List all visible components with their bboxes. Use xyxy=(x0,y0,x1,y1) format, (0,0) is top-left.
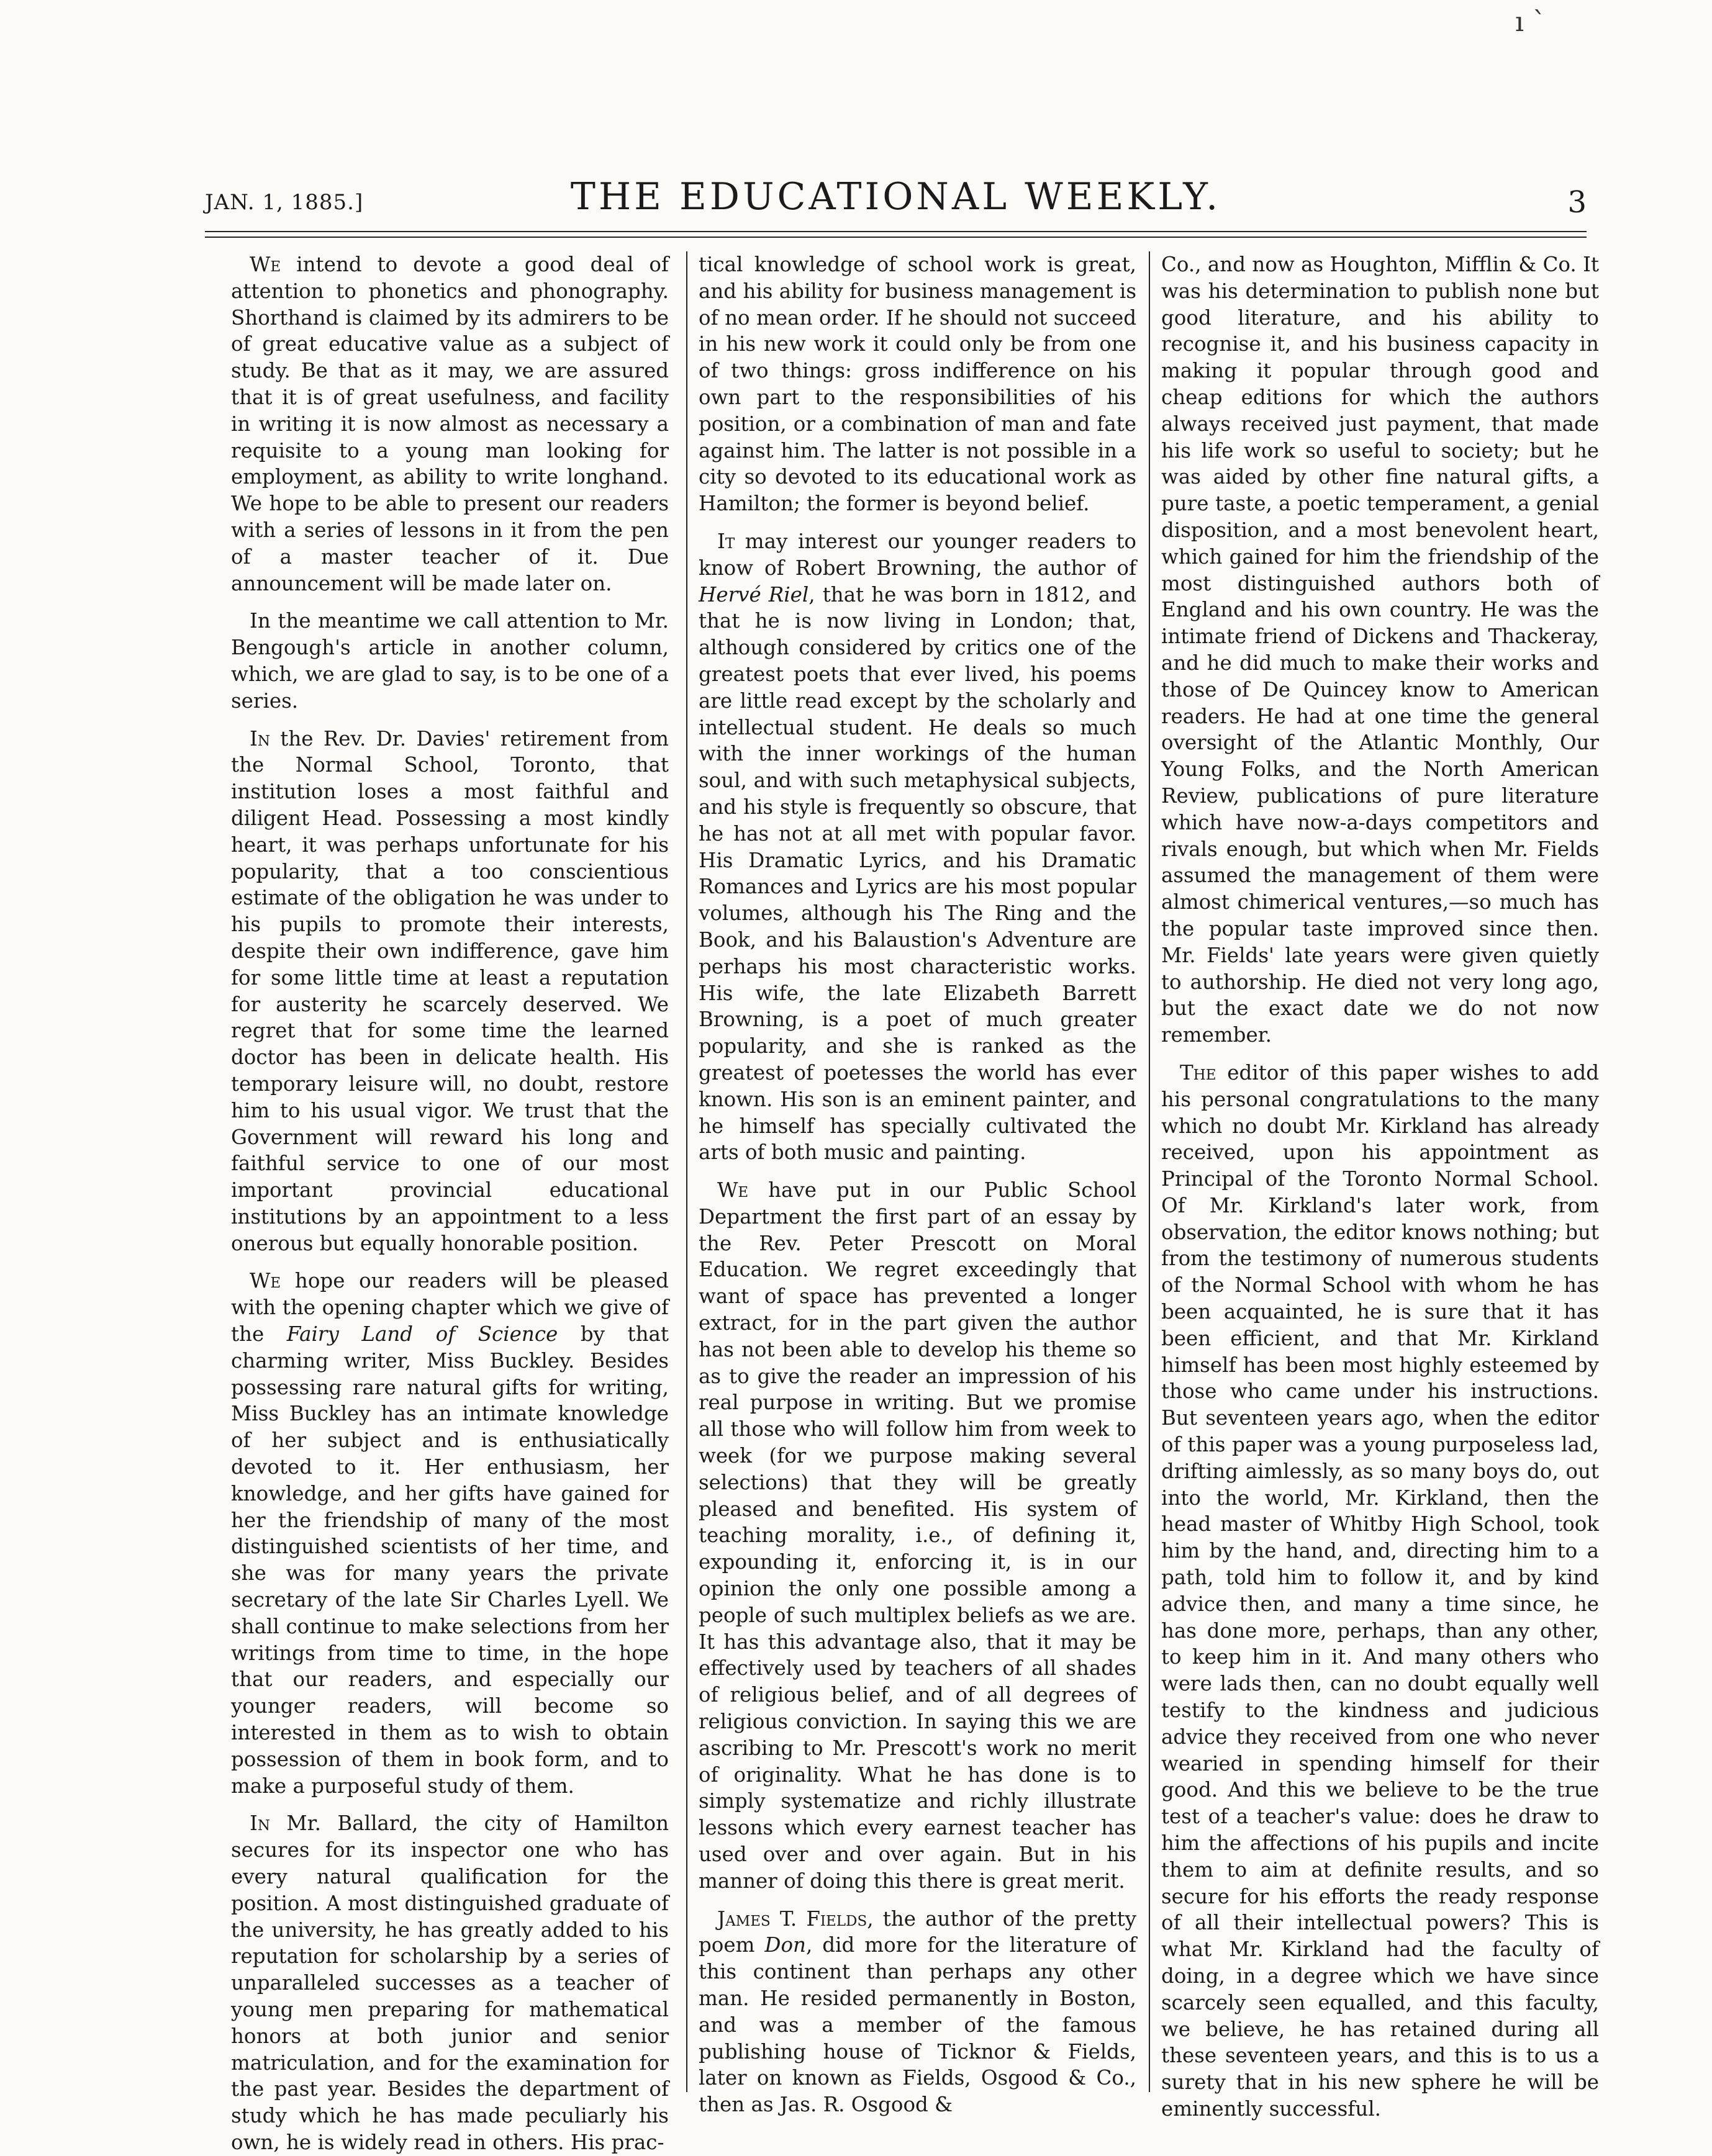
article-paragraph xyxy=(1161,1060,1599,2122)
article-paragraph xyxy=(699,528,1136,1166)
corner-mark: ı ` xyxy=(1515,6,1547,38)
paragraph-text: , that he was born in 1812, and that he is now living in London; that, although considered by critics one of the greatest poets that ever lived, his poems are little read except by the scholarly and intellectual student. He deals so much with the inner workings of the human soul, and with such metaphysical subjects, and his style is frequently so obscure, that he has not at all met with popular favor. His Dramatic Lyrics, and his Dramatic Romances and Lyrics are his most popular volumes, although his The Ring and the Book, and his Balaustion's Adventure are perhaps his most characteristic works. His wife, the late Elizabeth Barrett Browning, is a poet of much greater popularity, and she is ranked as the greatest of poetesses the world has ever known. His son is an eminent painter, and he himself has specially cultivated the arts of both music and painting. xyxy=(699,582,1137,1165)
paragraph-lead-word: We xyxy=(717,1178,749,1202)
paragraph-lead-word: We xyxy=(250,1269,281,1293)
paragraph-lead-word: In xyxy=(250,726,270,751)
paragraph-text: may interest our younger readers to know of Robert Browning, the author of xyxy=(699,529,1136,580)
column-divider xyxy=(1149,251,1150,2092)
paragraph-text: editor of this paper wishes to add his personal congratulations to the many which no doubt Mr. Kirkland has already received, upon his appointment as Principal of the Toronto Normal School. Of Mr. Kirkland's later work, from observation, the editor knows nothing; but from the testimony of numerous students of the Normal School with whom he has been acquainted, he is sure that it has been efficient, and that Mr. Kirkland himself has been most highly esteemed by those who came under his instructions. But seventeen years ago, when the editor of this paper was a young purposeless lad, drifting aimlessly, as so many boys do, out into the world, Mr. Kirkland, then the head master of Whitby High School, took him by the hand, and, directing him to a path, told him to follow it, and by kind advice then, and many a time since, he has done more, perhaps, than any other, to keep him in it. And many others who were lads then, can no doubt equally well testify to the kindness and judicious advice they received from one who never wearied in spending himself for their good. And this we believe to be the true test of a teacher's value: does he draw to him the affections of his pupils and incite them to aim at definite results, and so secure for his efforts the ready response of all their intellectual powers? This is what Mr. Kirkland had the faculty of doing, in a degree which we have since scarcely seen equalled, and this faculty, we believe, he has retained during all these seventeen years, and this is to us a surety that in his new sphere he will be eminently successful. xyxy=(1161,1060,1599,2121)
article-paragraph xyxy=(699,251,1136,517)
article-paragraph xyxy=(231,251,669,597)
paragraph-lead-word: James T. Fields xyxy=(717,1906,867,1931)
article-paragraph xyxy=(1161,251,1599,1049)
paragraph-text: by that charming writer, Miss Buckley. Besides possessing rare natural gifts for writing, Miss Buckley has an intimate knowledge of her subject and is enthusiatically devoted to it. Her enthusiasm, her knowledge, and her gifts have gained for her the friendship of many of the most distinguished scientists of her time, and she was for many years the private secretary of the late Sir Charles Lyell. We shall continue to make selections from her writings from time to time, in the hope that our readers, and especially our younger readers, will become so interested in them as to wish to obtain possession of them in book form, and to make a purposeful study of them. xyxy=(231,1322,669,1798)
article-paragraph xyxy=(231,726,669,1257)
masthead-title: THE EDUCATIONAL WEEKLY. xyxy=(570,175,1221,219)
paragraph-lead-word: It xyxy=(717,529,735,553)
paragraph-text: Co., and now as Houghton, Mifflin & Co. It was his determination to publish none but good literature, and his ability to recognise it, and his business capacity in making it popular through good and cheap editions for which the authors always received just payment, that made his life work so useful to society; but he was aided by other fine natural gifts, a pure taste, a poetic temperament, a genial disposition, and a most benevolent heart, which gained for him the friendship of the most distinguished authors both of England and his own country. He was the intimate friend of Dickens and Thackeray, and he did much to make their works and those of De Quincey know to American readers. He had at one time the general oversight of the Atlantic Monthly, Our Young Folks, and the North American Review, publications of pure literature which have now-a-days competitors and rivals enough, but which when Mr. Fields assumed the management of them were almost chimerical ventures,—so much has the popular taste improved since then. Mr. Fields' late years were given quietly to authorship. He died not very long ago, but the exact date we do not now remember. xyxy=(1161,253,1599,1047)
column-left xyxy=(231,251,669,2154)
paragraph-text: , did more for the literature of this continent than perhaps any other man. He resided permanently in Boston, and was a member of the famous publishing house of Ticknor & Fields, later on known as Fields, Osgood & Co., then as Jas. R. Osgood & xyxy=(699,1933,1136,2117)
column-right xyxy=(1161,251,1599,2121)
column-divider xyxy=(686,251,687,2092)
paragraph-lead-word: We xyxy=(250,253,281,276)
paragraph-text: tical knowledge of school work is great, and his ability for business management is of no mean order. If he should not succeed in his new work it could only be from one of two things: gross indifference on his own part to the responsibilities of his position, or a combination of man and fate against him. The latter is not possible in a city so devoted to its educational work as Hamilton; the former is beyond belief. xyxy=(699,253,1137,516)
page-header xyxy=(205,174,1587,223)
italic-title: Don xyxy=(764,1933,806,1957)
article-paragraph xyxy=(231,1268,669,1799)
page-number: 3 xyxy=(1567,185,1587,220)
paragraph-text: hope our readers will be pleased with the opening chapter which we give of the xyxy=(231,1269,669,1346)
paragraph-text: , the author of the pretty poem xyxy=(699,1906,1136,1957)
article-paragraph xyxy=(699,1177,1136,1895)
paragraph-text: the Rev. Dr. Davies' retirement from the Normal School, Toronto, that institution loses a most faithful and diligent Head. Possessing a most kindly heart, it was perhaps unfortunate for his popularity, that a too conscientious estimate of the obligation he was under to his pupils to promote their interests, despite their own indifference, gave him for some little time at least a reputation for austerity he scarcely deserved. We regret that for some time the learned doctor has been in delicate health. His temporary leisure will, no doubt, restore him to his usual vigor. We trust that the Government will reward his long and faithful service to one of our most important provincial educational institutions by an appointment to a less onerous but equally honorable position. xyxy=(231,726,669,1255)
italic-title: Hervé Riel xyxy=(699,582,809,607)
header-rule-bottom xyxy=(205,237,1587,238)
issue-date: JAN. 1, 1885.] xyxy=(205,190,364,215)
paragraph-text: Mr. Ballard, the city of Hamilton secures for its inspector one who has every natural qualification for the position. A most distinguished graduate of the university, he has greatly added to his reputation for scholarship by a series of unparalleled successes as a teacher of young men preparing for mathematical honors at both junior and senior matriculation, and for the examination for the past year. Besides the department of study which he has made peculiarly his own, he is widely read in others. His prac- xyxy=(231,1811,669,2154)
article-paragraph xyxy=(699,1906,1136,2118)
paragraph-lead-word: In xyxy=(250,1811,270,1836)
paragraph-text: have put in our Public School Department the first part of an essay by the Rev. Peter Prescott on Moral Education. We regret exceedingly that want of space has prevented a longer extract, for in the part given the author has not been able to develop his theme so as to give the reader an impression of his real purpose in writing. But we promise all those who will follow him from week to week (for we purpose making several selections) that they will be greatly pleased and benefited. His system of teaching morality, i.e., of defining it, expounding it, enforcing it, is in our opinion the only one possible among a people of such multiplex beliefs as we are. It has this advantage also, that it may be effectively used by teachers of all shades of religious belief, and of all degrees of religious conviction. In saying this we are ascribing to Mr. Prescott's work no merit of originality. What he has done is to simply systematize and richly illustrate lessons which every earnest teacher has used over and over again. But in his manner of doing this there is great merit. xyxy=(699,1178,1136,1893)
italic-title: Fairy Land of Science xyxy=(286,1322,558,1346)
paragraph-lead-word: The xyxy=(1180,1060,1216,1085)
article-paragraph xyxy=(231,1810,669,2155)
column-middle xyxy=(699,251,1137,2117)
paragraph-text: In the meantime we call attention to Mr. Bengough's article in another column, which, we are glad to say, is to be one of a series. xyxy=(231,609,669,713)
paragraph-text: intend to devote a good deal of attention to phonetics and phonography. Shorthand is claimed by its admirers to be of great educative value as a subject of study. Be that as it may, we are assured that it is of great usefulness, and facility in writing it is now almost as necessary a requisite to a young man looking for employment, as ability to write longhand. We hope to be able to present our readers with a series of lessons in it from the pen of a master teacher of it. Due announcement will be made later on. xyxy=(231,253,669,595)
article-paragraph xyxy=(231,608,669,714)
header-rule-top xyxy=(205,231,1587,232)
